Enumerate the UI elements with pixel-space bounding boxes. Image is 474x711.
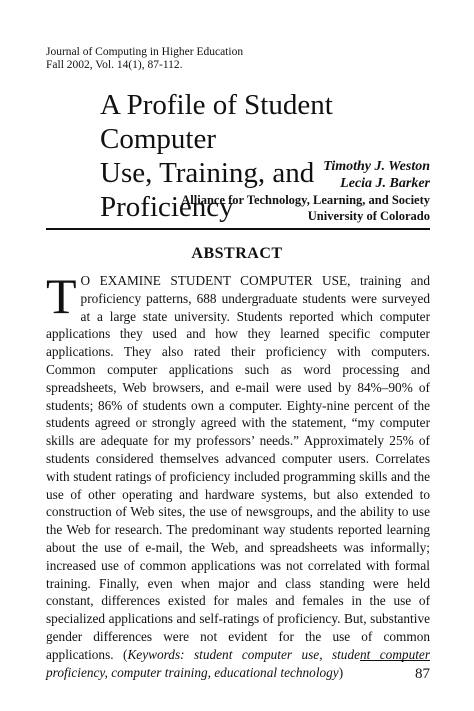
footer-divider [360, 660, 430, 661]
affiliation-line-2: University of Colorado [307, 209, 430, 223]
journal-name: Journal of Computing in Higher Education [46, 46, 244, 58]
abstract-lead: O EXAMINE STUDENT COMPUTER USE, [80, 273, 351, 288]
abstract-keywords: Keywords: student computer use, student computer proficiency, computer training, educational technology [46, 646, 430, 680]
affiliation-line-1: Alliance for Technology, Learning, and Society [181, 193, 430, 207]
title-line-1: A Profile of Student Computer [100, 89, 333, 155]
drop-cap: T [46, 268, 77, 324]
header-divider [46, 228, 430, 230]
author-2: Lecia J. Barker [340, 176, 430, 191]
abstract-heading: ABSTRACT [191, 245, 283, 262]
author-1: Timothy J. Weston [323, 159, 430, 174]
title-line-2: Use, Training, and Proficiency [100, 157, 315, 223]
page-number: 87 [415, 666, 430, 682]
abstract-close: ) [338, 664, 344, 680]
journal-issue: Fall 2002, Vol. 14(1), 87-112. [46, 59, 183, 71]
journal-citation [46, 46, 243, 72]
abstract-text [46, 268, 430, 681]
abstract-body: training and proficiency patterns, 688 undergraduate students were surveyed at a large state university. Students reported which computer applications they used and how they learned specific computer applications. They also rated their proficiency with computers. Common computer applications such as word processing and spreadsheets, Web browsers, and e-mail were used by 84%–90% of students; 86% of students own a computer. Eighty-nine percent of the students agreed or strongly agreed with the statement, “my computer skills are adequate for my professors’ needs.” Approximately 25% of students considered themselves advanced computer users. Correlates with student ratings of proficiency included programming skills and the use of other operating and hardware systems, but also extended to construction of Web sites, the use of newsgroups, and the ability to use the Web for research. The predominant way students reported learning about the use of e-mail, the Web, and spreadsheets was informally; increased use of common applications was not correlated with formal training. Finally, even when major and class standing were held constant, differences existed for males and females in the use of specialized applications and self-ratings of proficiency. But, substantive gender differences were not evident for the use of common applications. ( [46, 273, 430, 662]
author-block [181, 158, 430, 224]
